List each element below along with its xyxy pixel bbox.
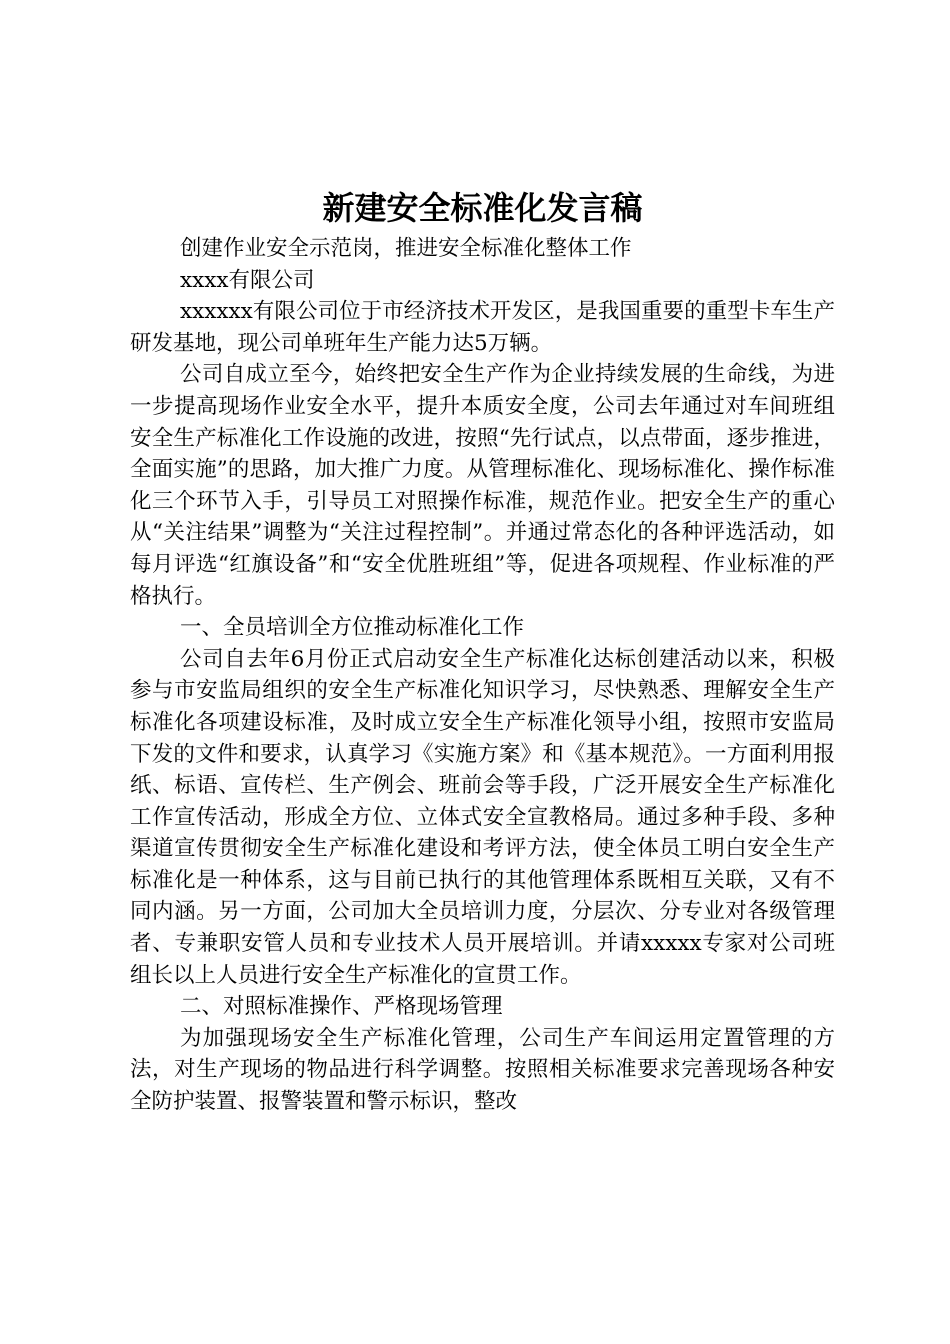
body-paragraph: xxxxxx有限公司位于市经济技术开发区，是我国重要的重型卡车生产研发基地，现公司单班年生产能力达5万辆。 — [130, 299, 835, 356]
company-name-paragraph: xxxx有限公司 — [180, 267, 315, 293]
body-paragraph: 公司自成立至今，始终把安全生产作为企业持续发展的生命线，为进一步提高现场作业安全水平，提升本质安全度，公司去年通过对车间班组安全生产标准化工作设施的改进，按照“先行试点，以点带面，逐步推进，全面实施”的思路，加大推广力度。从管理标准化、现场标准化、操作标准化三个环节入手，引导员工对照操作标准，规范作业。把安全生产的重心从“关注结果”调整为“关注过程控制”。并通过常态化的各种评选活动，如每月评选“红旗设备”和“安全优胜班组”等，促进各项规程、作业标准的严格执行。 — [130, 362, 835, 609]
subtitle-paragraph: 创建作业安全示范岗，推进安全标准化整体工作 — [180, 236, 632, 261]
section-heading: 二、对照标准操作、严格现场管理 — [180, 994, 503, 1020]
body-paragraph: 为加强现场安全生产标准化管理，公司生产车间运用定置管理的方法，对生产现场的物品进行科学调整。按照相关标准要求完善现场各种安全防护装置、报警装置和警示标识，整改 — [130, 1025, 835, 1115]
section-heading: 一、全员培训全方位推动标准化工作 — [180, 615, 525, 641]
document-title: 新建安全标准化发言稿 — [322, 189, 643, 227]
document-page — [130, 183, 835, 1118]
body-paragraph: 公司自去年6月份正式启动安全生产标准化达标创建活动以来，积极参与市安监局组织的安全生产标准化知识学习，尽快熟悉、理解安全生产标准化各项建设标准，及时成立安全生产标准化领导小组，按照市安监局下发的文件和要求，认真学习《实施方案》和《基本规范》。一方面利用报纸、标语、宣传栏、生产例会、班前会等手段，广泛开展安全生产标准化工作宣传活动，形成全方位、立体式安全宣教格局。通过多种手段、多种渠道宣传贯彻安全生产标准化建设和考评方法，使全体员工明白安全生产标准化是一种体系，这与目前已执行的其他管理体系既相互关联，又有不同内涵。另一方面，公司加大全员培训力度，分层次、分专业对各级管理者、专兼职安管人员和专业技术人员开展培训。并请xxxxx专家对公司班组长以上人员进行安全生产标准化的宣贯工作。 — [130, 646, 835, 988]
